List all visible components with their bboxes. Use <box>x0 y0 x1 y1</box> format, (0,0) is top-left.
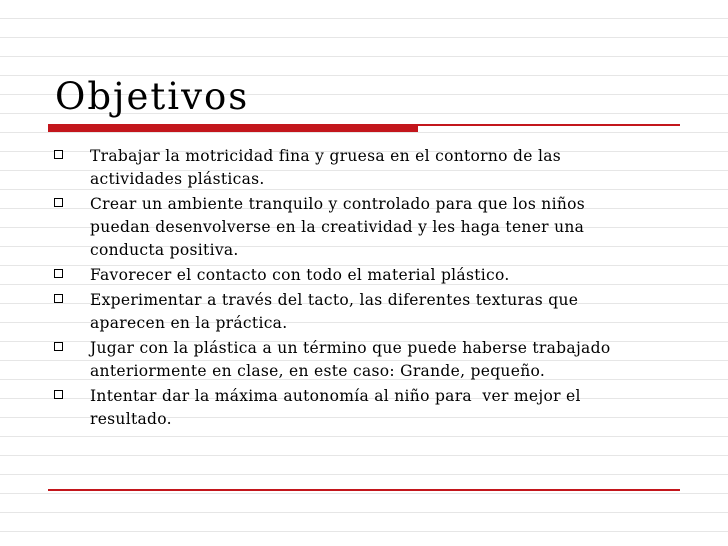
list-item <box>52 264 662 287</box>
square-bullet-icon <box>54 294 63 303</box>
square-bullet-icon <box>54 269 63 278</box>
list-item-text: Trabajar la motricidad fina y gruesa en el contorno de las actividades plásticas. <box>90 147 561 188</box>
list-item <box>52 193 662 262</box>
square-bullet-icon <box>54 198 63 207</box>
list-item <box>52 385 662 431</box>
list-item <box>52 337 662 383</box>
square-bullet-icon <box>54 150 63 159</box>
footer-rule <box>48 489 680 491</box>
list-item-text: Jugar con la plástica a un término que puede haberse trabajado anteriormente en clase, en este caso: Grande, pequeño. <box>90 339 611 380</box>
slide-title: Objetivos <box>55 75 250 118</box>
list-item-text: Crear un ambiente tranquilo y controlado para que los niños puedan desenvolverse en la creatividad y les haga tener una conducta positiva. <box>90 195 586 259</box>
objectives-list <box>52 145 662 433</box>
list-item-text: Favorecer el contacto con todo el material plástico. <box>90 266 510 284</box>
title-underline-thick <box>48 124 418 132</box>
title-underline-thin <box>418 124 680 126</box>
list-item-text: Intentar dar la máxima autonomía al niño para ver mejor el resultado. <box>90 387 581 428</box>
square-bullet-icon <box>54 342 63 351</box>
list-item <box>52 289 662 335</box>
list-item-text: Experimentar a través del tacto, las diferentes texturas que aparecen en la práctica. <box>90 291 579 332</box>
square-bullet-icon <box>54 390 63 399</box>
list-item <box>52 145 662 191</box>
